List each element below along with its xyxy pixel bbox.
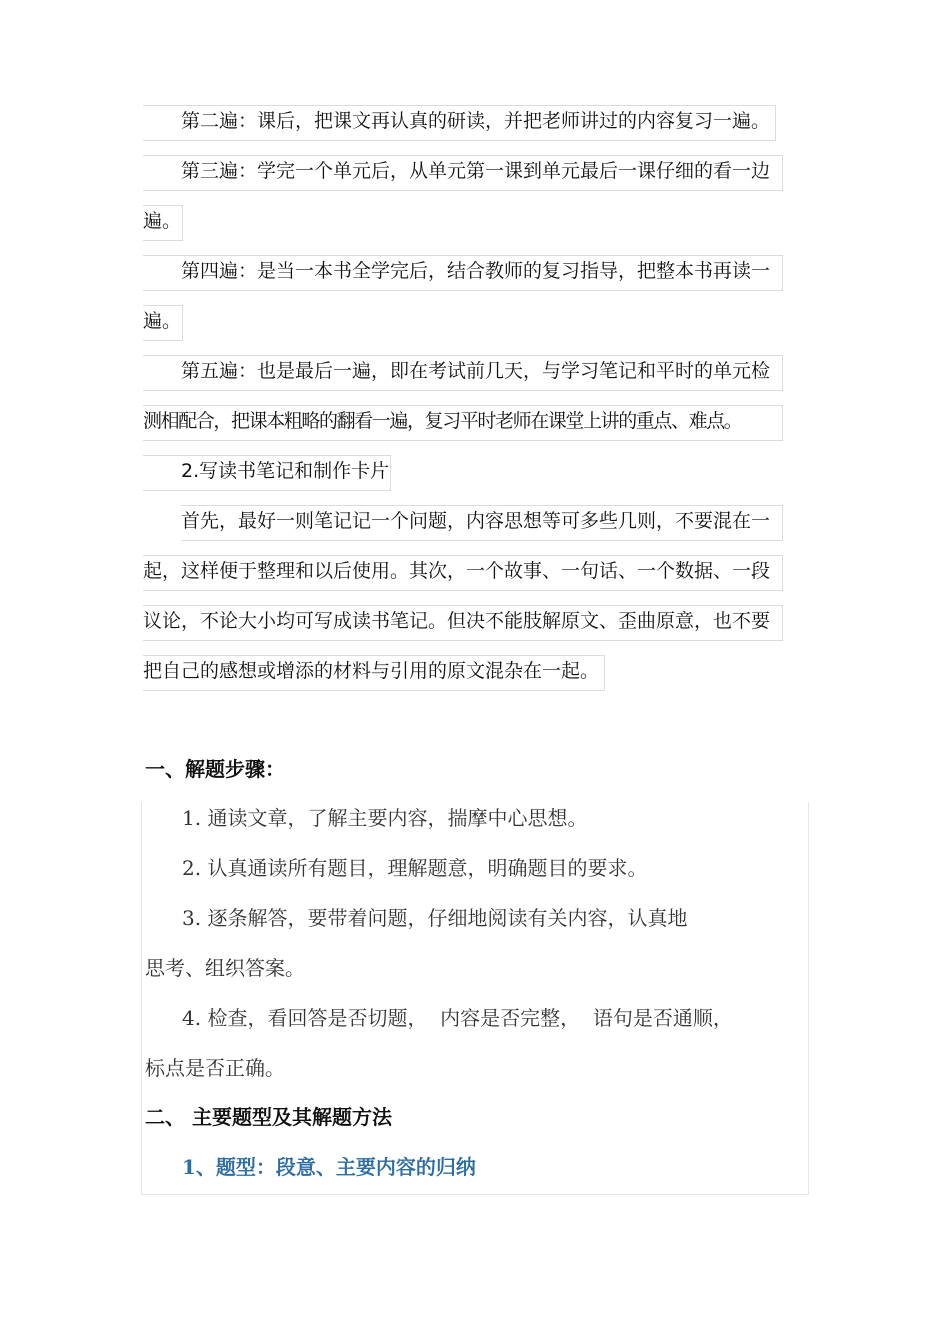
step-item: 2. 认真通读所有题目，理解题意，明确题目的要求。 (182, 856, 648, 880)
paragraph-line: 第五遍：也是最后一遍，即在考试前几天，与学习笔记和平时的单元检 (181, 360, 771, 382)
paragraph-line: 遍。 (143, 310, 182, 332)
section-title: 2.写读书笔记和制作卡片 (181, 460, 390, 482)
paragraph-line: 第四遍：是当一本书全学完后，结合教师的复习指导，把整本书再读一 (181, 260, 771, 282)
paragraph-line: 把自己的感想或增添的材料与引用的原文混杂在一起。 (143, 660, 600, 682)
paragraph-line: 第二遍：课后，把课文再认真的研读，并把老师讲过的内容复习一遍。 (181, 110, 771, 132)
step-item: 4. 检查，看回答是否切题， 内容是否完整， 语句是否通顺， (182, 1006, 733, 1030)
step-item: 1. 通读文章，了解主要内容，揣摩中心思想。 (182, 806, 588, 830)
step-item: 标点是否正确。 (145, 1056, 285, 1080)
paragraph-line: 议论，不论大小均可写成读书笔记。但决不能肢解原文、歪曲原意，也不要 (143, 610, 771, 632)
paragraph-line: 第三遍：学完一个单元后，从单元第一课到单元最后一课仔细的看一边 (181, 160, 771, 182)
paragraph-line: 起，这样便于整理和以后使用。其次，一个故事、一句话、一个数据、一段 (143, 560, 771, 582)
paragraph-line: 遍。 (143, 210, 182, 232)
heading-solving-steps: 一、解题步骤： (145, 757, 285, 781)
step-item: 3. 逐条解答，要带着问题，仔细地阅读有关内容，认真地 (182, 906, 688, 930)
step-item: 思考、组织答案。 (145, 956, 305, 980)
paragraph-line: 首先，最好一则笔记记一个问题，内容思想等可多些几则，不要混在一 (181, 510, 771, 532)
subheading-question-type-1: 1、题型：段意、主要内容的归纳 (182, 1155, 476, 1179)
paragraph-line: 测相配合，把课本粗略的翻看一遍，复习平时老师在课堂上讲的重点、难点。 (143, 410, 742, 432)
heading-question-types: 二、 主要题型及其解题方法 (145, 1105, 392, 1129)
